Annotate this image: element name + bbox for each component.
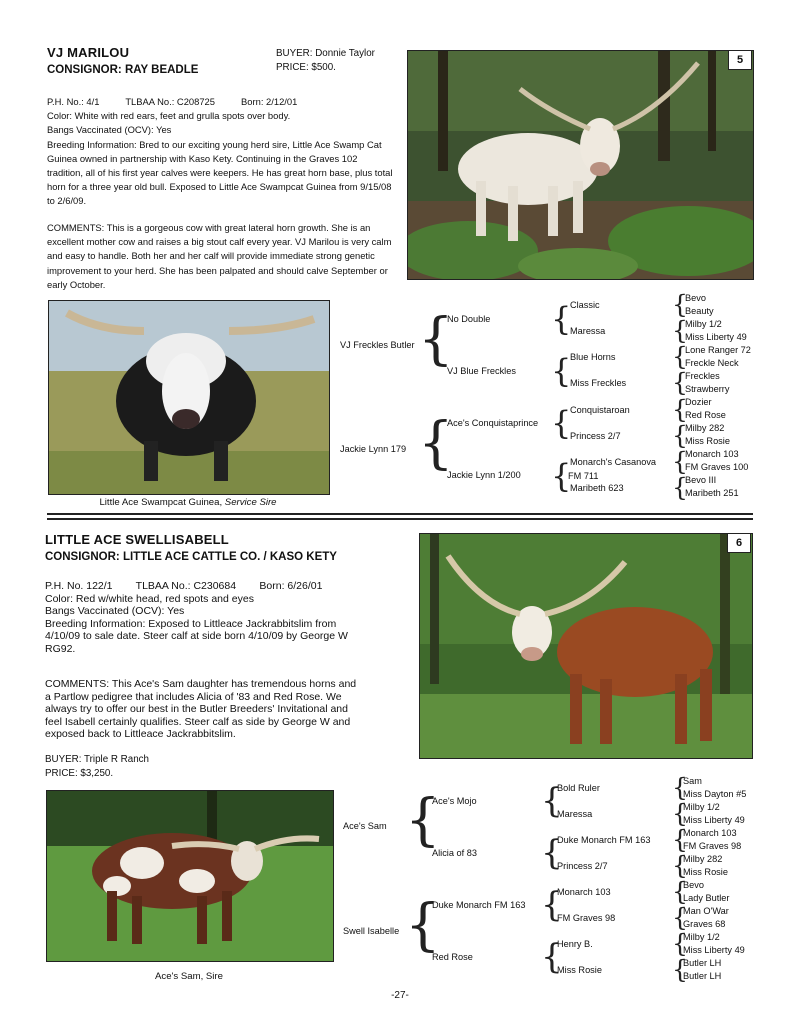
ped-gen4: Graves 68 xyxy=(683,919,726,929)
info-line: Bangs Vaccinated (OCV): Yes xyxy=(47,124,172,136)
lot5-name: VJ MARILOU xyxy=(47,45,130,60)
brace: { xyxy=(672,447,688,476)
ped-gen2: Ace's Mojo xyxy=(432,796,477,806)
comment-line: always try to offer our best in the Butler Breeders' Invitational and xyxy=(45,703,348,716)
ped-gen2: Duke Monarch FM 163 xyxy=(432,900,526,910)
ped-gen4: Monarch 103 xyxy=(685,449,739,459)
brace: { xyxy=(418,411,454,476)
ped-gen4: Bevo III xyxy=(685,475,717,485)
info-line: Breeding Information: Bred to our exciting young herd sire, Little Ace Swamp Cat xyxy=(47,138,382,150)
ped-gen3: Princess 2/7 xyxy=(557,861,608,871)
lot5-consignor: CONSIGNOR: RAY BEADLE xyxy=(47,64,199,76)
info-line: Breeding Information: Exposed to Littleace Jackrabbitslim from xyxy=(45,617,337,630)
lot5-price: PRICE: $500. xyxy=(276,62,336,73)
info-line: P.H. No. 122/1 TLBAA No.: C230684 Born: 6/26/01 xyxy=(45,580,323,592)
ped-gen4: Sam xyxy=(683,776,702,786)
ped-gen4: Milby 1/2 xyxy=(685,319,722,329)
ped-gen3: Conquistaroan xyxy=(570,405,630,415)
ped-gen3: Maressa xyxy=(570,326,606,336)
ped-gen4: Strawberry xyxy=(685,384,730,394)
brace: { xyxy=(672,395,688,424)
ped-gen4: Miss Liberty 49 xyxy=(683,945,745,955)
ped-gen4: Milby 1/2 xyxy=(683,802,720,812)
ped-gen4: Bevo xyxy=(685,293,706,303)
ped-gen1: Jackie Lynn 179 xyxy=(340,444,407,454)
brace: { xyxy=(672,421,688,450)
ped-gen4: Miss Rosie xyxy=(685,436,730,446)
info-line: horn for a three year old bull. Exposed to Little Ace Swampcat Guinea from 9/15/08 xyxy=(47,181,392,193)
ped-gen3: Miss Freckles xyxy=(570,378,627,388)
page-number: -27- xyxy=(391,990,409,1001)
lot6-price: PRICE: $3,250. xyxy=(45,768,114,779)
lot6-sire-photo xyxy=(46,790,334,962)
info-line: Guinea owned in partnership with Kaso Kety. Continuing in the Graves 102 xyxy=(47,152,358,164)
lot5-sire-photo xyxy=(48,300,330,495)
lot5-info xyxy=(47,95,397,209)
info-line: Color: White with red ears, feet and grulla spots over body. xyxy=(47,110,291,122)
ped-gen4: Bevo xyxy=(683,880,704,890)
section-divider xyxy=(47,513,753,515)
ped-gen3: Monarch's Casanova xyxy=(570,457,657,467)
caption-role: Service Sire xyxy=(224,497,277,508)
brace: { xyxy=(672,929,688,958)
ped-gen2: VJ Blue Freckles xyxy=(447,366,516,376)
brace: { xyxy=(541,937,563,977)
ped-gen4: FM Graves 100 xyxy=(685,462,749,472)
lot6-comments xyxy=(45,678,410,741)
lot6-number-box: 6 xyxy=(727,533,751,553)
ped-gen3: Classic xyxy=(570,300,600,310)
ped-gen4: Dozier xyxy=(685,397,712,407)
ped-gen4: Monarch 103 xyxy=(683,828,737,838)
brace: { xyxy=(672,368,688,397)
brace: { xyxy=(541,781,563,821)
info-line: P.H. No.: 4/1 TLBAA No.: C208725 Born: 2/12/01 xyxy=(47,96,298,107)
ped-gen3: Henry B. xyxy=(557,939,593,949)
comment-line: early October. xyxy=(47,278,106,290)
ped-gen3: Maribeth 623 xyxy=(570,483,624,493)
ped-gen4: Lady Butler xyxy=(683,893,730,903)
ped-gen3: Bold Ruler xyxy=(557,783,600,793)
brace: { xyxy=(672,903,688,932)
lot6-name: LITTLE ACE SWELLISABELL xyxy=(45,532,229,547)
brace: { xyxy=(672,825,688,854)
caption-text: Little Ace Swampcat Guinea, xyxy=(99,497,225,508)
section-divider xyxy=(47,518,753,520)
info-line: Bangs Vaccinated (OCV): Yes xyxy=(45,605,185,618)
ped-gen3: Princess 2/7 xyxy=(570,431,621,441)
brace: { xyxy=(672,290,688,319)
ped-gen4: Miss Dayton #5 xyxy=(683,789,747,799)
ped-gen4: Miss Liberty 49 xyxy=(685,332,747,342)
comment-line: a Partlow pedigree that includes Alicia of '83 and Red Rose. We xyxy=(45,690,342,703)
comment-line: feel Isabell certainly qualifies. Steer calf as side by George W and xyxy=(45,715,351,728)
comment-line: improvement to your herd. She has been palpated and should calve September or xyxy=(47,264,388,276)
lot5-number-box: 5 xyxy=(728,50,752,70)
ped-gen4: Beauty xyxy=(685,306,714,316)
brace: { xyxy=(672,773,688,802)
ped-gen1: VJ Freckles Butler xyxy=(340,340,415,350)
brace: { xyxy=(672,877,688,906)
ped-gen4: Miss Liberty 49 xyxy=(683,815,745,825)
ped-gen3: Monarch 103 xyxy=(557,887,611,897)
ped-gen3: FM 711 xyxy=(568,471,599,481)
brace: { xyxy=(541,885,563,925)
ped-gen4: Milby 282 xyxy=(685,423,725,433)
brace: { xyxy=(551,300,572,338)
brace: { xyxy=(551,457,572,495)
info-line: tradition, all of his first year calves were keepers. He has great horn base, plus total xyxy=(47,167,393,179)
ped-gen4: Milby 1/2 xyxy=(683,932,720,942)
comment-line: and easy to handle. Both her and her calf will provide immediate strong genetic xyxy=(47,250,375,262)
ped-gen4: Man O'War xyxy=(683,906,729,916)
ped-gen4: Red Rose xyxy=(685,410,726,420)
brace: { xyxy=(672,851,688,880)
brace: { xyxy=(541,833,563,873)
brace: { xyxy=(672,342,688,371)
brace: { xyxy=(405,788,441,853)
ped-gen4: Maribeth 251 xyxy=(685,488,739,498)
ped-gen4: Milby 282 xyxy=(683,854,723,864)
ped-gen4: FM Graves 98 xyxy=(683,841,742,851)
ped-gen4: Miss Rosie xyxy=(683,867,728,877)
lot5-sire-caption xyxy=(48,497,328,508)
ped-gen3: Duke Monarch FM 163 xyxy=(557,835,651,845)
ped-gen4: Lone Ranger 72 xyxy=(685,345,751,355)
info-line: RG92. xyxy=(45,642,76,655)
lot6-cow-photo xyxy=(419,533,753,759)
brace: { xyxy=(405,893,441,958)
ped-gen2: No Double xyxy=(447,314,491,324)
ped-gen4: Butler LH xyxy=(683,958,722,968)
ped-gen3: Maressa xyxy=(557,809,593,819)
lot5-comments xyxy=(47,221,397,292)
lot6-consignor: CONSIGNOR: LITTLE ACE CATTLE CO. / KASO KETY xyxy=(45,551,337,563)
brace: { xyxy=(672,473,688,502)
ped-gen3: FM Graves 98 xyxy=(557,913,616,923)
ped-gen1: Swell Isabelle xyxy=(343,926,400,936)
lot5-buyer: BUYER: Donnie Taylor xyxy=(276,48,375,59)
brace: { xyxy=(551,404,572,442)
comment-line: COMMENTS: This is a gorgeous cow with great lateral horn growth. She is an xyxy=(47,222,371,233)
ped-gen4: Freckle Neck xyxy=(685,358,739,368)
ped-gen2: Ace's Conquistaprince xyxy=(447,418,539,428)
brace: { xyxy=(418,307,454,372)
ped-gen1: Ace's Sam xyxy=(343,821,387,831)
brace: { xyxy=(672,955,688,984)
ped-gen4: Butler LH xyxy=(683,971,722,981)
ped-gen4: Freckles xyxy=(685,371,720,381)
ped-gen2: Jackie Lynn 1/200 xyxy=(447,470,521,480)
ped-gen3: Blue Horns xyxy=(570,352,616,362)
ped-gen2: Alicia of 83 xyxy=(432,848,477,858)
comment-line: COMMENTS: This Ace's Sam daughter has tremendous horns and xyxy=(45,678,357,690)
lot6-buyer: BUYER: Triple R Ranch xyxy=(45,754,149,765)
brace: { xyxy=(551,352,572,390)
lot5-cow-photo xyxy=(407,50,754,280)
comment-line: excellent mother cow and raises a big stout calf every year. VJ Marilou is very calm xyxy=(47,236,392,248)
lot6-sire-caption: Ace's Sam, Sire xyxy=(155,971,223,982)
ped-gen3: Miss Rosie xyxy=(557,965,602,975)
brace: { xyxy=(672,799,688,828)
info-line: Color: Red w/white head, red spots and eyes xyxy=(45,592,254,605)
lot6-info xyxy=(45,580,410,656)
ped-gen2: Red Rose xyxy=(432,952,473,962)
comment-line: exposed back to Littleace Jackrabbitslim. xyxy=(45,728,236,741)
brace: { xyxy=(672,316,688,345)
info-line: to 2/6/09. xyxy=(47,195,87,207)
info-line: 4/10/09 to sale date. Steer calf at side born 4/10/09 by George W xyxy=(45,630,348,643)
